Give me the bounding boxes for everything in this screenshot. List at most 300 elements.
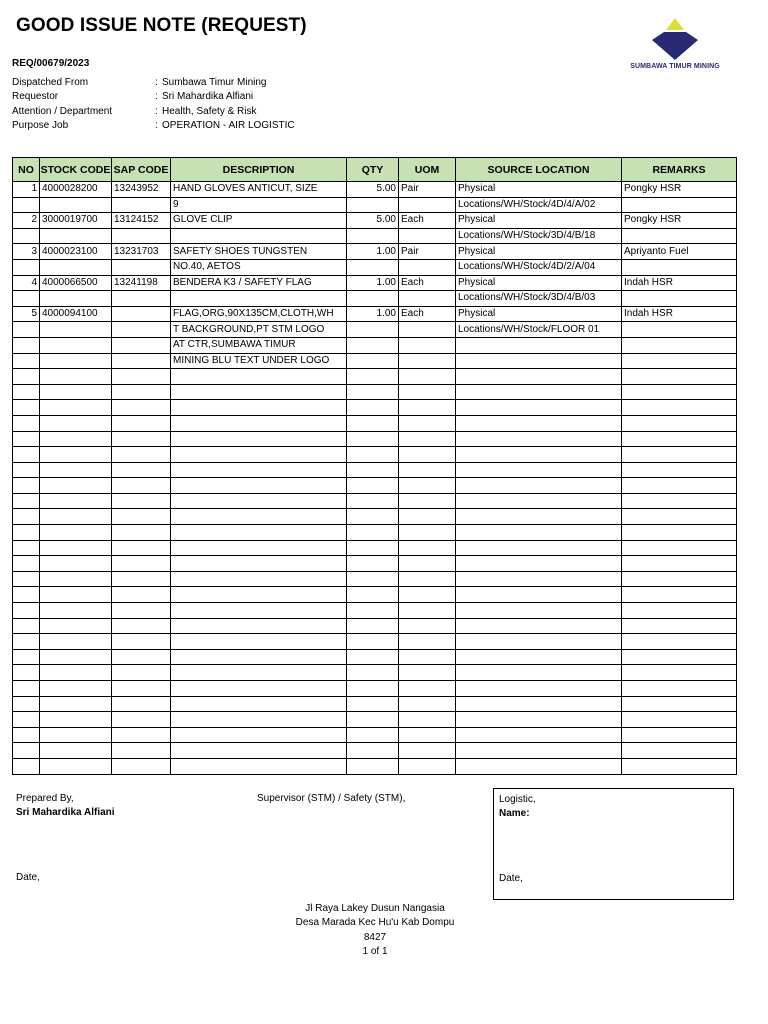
table-cell bbox=[112, 478, 171, 494]
company-logo bbox=[620, 16, 730, 76]
table-cell: 13231703 bbox=[112, 244, 171, 260]
table-cell bbox=[399, 571, 456, 587]
table-cell: Each bbox=[399, 213, 456, 229]
info-value: Sri Mahardika Alfiani bbox=[162, 91, 254, 103]
table-cell bbox=[112, 291, 171, 307]
table-cell bbox=[622, 228, 737, 244]
table-row bbox=[13, 213, 737, 229]
table-cell bbox=[347, 603, 399, 619]
table-cell bbox=[13, 337, 40, 353]
table-cell bbox=[40, 384, 112, 400]
table-cell bbox=[622, 400, 737, 416]
table-cell bbox=[347, 571, 399, 587]
table-cell bbox=[171, 415, 347, 431]
table-cell bbox=[622, 556, 737, 572]
table-cell bbox=[399, 400, 456, 416]
table-cell bbox=[40, 571, 112, 587]
table-cell bbox=[112, 322, 171, 338]
logistic-signature-box bbox=[493, 788, 734, 900]
table-cell bbox=[456, 665, 622, 681]
table-row bbox=[13, 681, 737, 697]
footer bbox=[0, 902, 768, 959]
table-cell bbox=[13, 743, 40, 759]
table-cell bbox=[40, 400, 112, 416]
table-cell bbox=[622, 493, 737, 509]
table-cell bbox=[40, 681, 112, 697]
table-cell bbox=[622, 618, 737, 634]
table-cell: BENDERA K3 / SAFETY FLAG bbox=[171, 275, 347, 291]
table-header-row bbox=[13, 158, 737, 182]
table-cell bbox=[112, 634, 171, 650]
table-cell bbox=[13, 681, 40, 697]
info-label: Requestor bbox=[12, 91, 59, 103]
column-header: STOCK CODE bbox=[40, 158, 112, 182]
table-cell: 13124152 bbox=[112, 213, 171, 229]
column-header: QTY bbox=[347, 158, 399, 182]
table-cell bbox=[622, 431, 737, 447]
table-cell bbox=[456, 447, 622, 463]
table-row bbox=[13, 415, 737, 431]
table-cell bbox=[171, 556, 347, 572]
table-cell bbox=[171, 571, 347, 587]
table-cell bbox=[13, 291, 40, 307]
table-row bbox=[13, 649, 737, 665]
table-cell bbox=[112, 618, 171, 634]
table-cell bbox=[456, 727, 622, 743]
table-cell bbox=[171, 665, 347, 681]
table-cell bbox=[112, 696, 171, 712]
table-cell bbox=[171, 525, 347, 541]
table-cell bbox=[112, 415, 171, 431]
table-row bbox=[13, 275, 737, 291]
table-cell bbox=[399, 431, 456, 447]
table-cell bbox=[399, 291, 456, 307]
table-cell bbox=[622, 712, 737, 728]
table-cell bbox=[399, 696, 456, 712]
signature-section bbox=[0, 788, 768, 900]
table-cell bbox=[13, 369, 40, 385]
table-cell bbox=[13, 259, 40, 275]
table-cell bbox=[171, 696, 347, 712]
table-cell: 2 bbox=[13, 213, 40, 229]
table-cell bbox=[112, 681, 171, 697]
prepared-by-label: Prepared By, bbox=[16, 793, 74, 804]
table-cell: GLOVE CLIP bbox=[171, 213, 347, 229]
table-row bbox=[13, 182, 737, 198]
table-cell: Locations/WH/Stock/3D/4/B/18 bbox=[456, 228, 622, 244]
table-cell bbox=[40, 337, 112, 353]
table-cell: 5.00 bbox=[347, 213, 399, 229]
table-cell bbox=[40, 369, 112, 385]
table-cell bbox=[171, 587, 347, 603]
table-cell bbox=[171, 228, 347, 244]
table-cell bbox=[399, 556, 456, 572]
table-row bbox=[13, 743, 737, 759]
table-cell bbox=[622, 369, 737, 385]
column-header: DESCRIPTION bbox=[171, 158, 347, 182]
table-cell bbox=[347, 197, 399, 213]
table-cell bbox=[399, 259, 456, 275]
table-cell: Locations/WH/Stock/FLOOR 01 bbox=[456, 322, 622, 338]
table-row bbox=[13, 384, 737, 400]
table-row bbox=[13, 603, 737, 619]
table-cell bbox=[40, 556, 112, 572]
table-cell: Pair bbox=[399, 182, 456, 198]
table-row bbox=[13, 509, 737, 525]
table-cell bbox=[347, 353, 399, 369]
table-row bbox=[13, 556, 737, 572]
address-line-2: Desa Marada Kec Hu'u Kab Dompu bbox=[295, 917, 455, 929]
table-row bbox=[13, 447, 737, 463]
table-cell bbox=[40, 727, 112, 743]
table-cell bbox=[40, 649, 112, 665]
table-cell bbox=[347, 587, 399, 603]
table-cell bbox=[456, 712, 622, 728]
table-cell bbox=[171, 649, 347, 665]
table-cell bbox=[622, 415, 737, 431]
table-cell bbox=[171, 509, 347, 525]
table-cell: 3000019700 bbox=[40, 213, 112, 229]
table-cell bbox=[13, 462, 40, 478]
prepared-date-label: Date, bbox=[16, 872, 40, 883]
table-cell bbox=[13, 649, 40, 665]
table-cell bbox=[40, 712, 112, 728]
table-row bbox=[13, 540, 737, 556]
column-header: NO bbox=[13, 158, 40, 182]
table-cell: 5.00 bbox=[347, 182, 399, 198]
table-cell bbox=[622, 665, 737, 681]
table-cell bbox=[622, 447, 737, 463]
table-cell bbox=[13, 431, 40, 447]
logistic-date-label: Date, bbox=[499, 873, 523, 884]
table-cell bbox=[399, 540, 456, 556]
table-cell bbox=[456, 431, 622, 447]
table-cell bbox=[347, 712, 399, 728]
table-cell bbox=[112, 431, 171, 447]
table-cell bbox=[399, 462, 456, 478]
table-cell: Indah HSR bbox=[622, 275, 737, 291]
table-cell bbox=[399, 743, 456, 759]
request-number: REQ/00679/2023 bbox=[12, 58, 90, 69]
table-cell bbox=[399, 353, 456, 369]
table-cell bbox=[347, 291, 399, 307]
table-row bbox=[13, 665, 737, 681]
table-cell bbox=[112, 493, 171, 509]
table-cell bbox=[399, 603, 456, 619]
table-cell bbox=[112, 665, 171, 681]
table-cell bbox=[456, 415, 622, 431]
table-cell bbox=[456, 681, 622, 697]
table-cell bbox=[347, 322, 399, 338]
table-cell bbox=[456, 649, 622, 665]
table-cell bbox=[171, 712, 347, 728]
table-cell bbox=[622, 462, 737, 478]
table-cell bbox=[13, 696, 40, 712]
table-row bbox=[13, 587, 737, 603]
table-cell bbox=[622, 540, 737, 556]
table-cell bbox=[40, 758, 112, 774]
table-cell bbox=[13, 712, 40, 728]
table-row bbox=[13, 758, 737, 774]
table-cell bbox=[347, 415, 399, 431]
info-value: OPERATION - AIR LOGISTIC bbox=[162, 119, 295, 131]
table-row bbox=[13, 525, 737, 541]
table-cell bbox=[456, 603, 622, 619]
table-cell bbox=[622, 259, 737, 275]
table-cell bbox=[399, 681, 456, 697]
info-row bbox=[12, 105, 295, 119]
table-cell: Locations/WH/Stock/4D/2/A/04 bbox=[456, 259, 622, 275]
supervisor-label: Supervisor (STM) / Safety (STM), bbox=[257, 793, 406, 804]
table-cell bbox=[40, 603, 112, 619]
table-cell bbox=[13, 634, 40, 650]
table-cell bbox=[399, 415, 456, 431]
table-cell bbox=[347, 400, 399, 416]
table-cell bbox=[456, 587, 622, 603]
table-cell bbox=[40, 447, 112, 463]
table-cell bbox=[622, 337, 737, 353]
table-cell bbox=[399, 478, 456, 494]
table-cell bbox=[622, 291, 737, 307]
table-cell bbox=[13, 353, 40, 369]
table-cell bbox=[622, 525, 737, 541]
table-cell bbox=[40, 634, 112, 650]
table-cell bbox=[40, 228, 112, 244]
table-cell bbox=[112, 727, 171, 743]
table-row bbox=[13, 462, 737, 478]
table-cell bbox=[171, 603, 347, 619]
table-cell bbox=[622, 758, 737, 774]
table-cell bbox=[347, 525, 399, 541]
table-cell bbox=[112, 556, 171, 572]
table-cell bbox=[347, 509, 399, 525]
table-cell bbox=[399, 447, 456, 463]
table-cell: 1.00 bbox=[347, 306, 399, 322]
table-cell bbox=[13, 540, 40, 556]
table-row bbox=[13, 353, 737, 369]
table-cell bbox=[456, 540, 622, 556]
table-cell bbox=[347, 758, 399, 774]
table-cell bbox=[112, 758, 171, 774]
prepared-by-name: Sri Mahardika Alfiani bbox=[16, 807, 115, 818]
table-cell bbox=[456, 369, 622, 385]
table-cell bbox=[622, 634, 737, 650]
table-cell bbox=[456, 525, 622, 541]
table-cell bbox=[347, 478, 399, 494]
table-cell bbox=[347, 228, 399, 244]
table-cell bbox=[112, 353, 171, 369]
column-header: REMARKS bbox=[622, 158, 737, 182]
table-cell bbox=[456, 618, 622, 634]
table-cell bbox=[347, 431, 399, 447]
table-cell bbox=[40, 197, 112, 213]
table-cell bbox=[40, 431, 112, 447]
table-cell bbox=[456, 571, 622, 587]
table-cell: NO.40, AETOS bbox=[171, 259, 347, 275]
table-row bbox=[13, 291, 737, 307]
table-cell bbox=[399, 493, 456, 509]
table-cell: HAND GLOVES ANTICUT, SIZE bbox=[171, 182, 347, 198]
table-cell bbox=[40, 743, 112, 759]
table-cell bbox=[622, 509, 737, 525]
table-cell bbox=[112, 306, 171, 322]
table-cell bbox=[40, 696, 112, 712]
table-cell bbox=[40, 525, 112, 541]
table-cell: Physical bbox=[456, 275, 622, 291]
table-cell bbox=[171, 369, 347, 385]
table-cell bbox=[171, 681, 347, 697]
table-row bbox=[13, 696, 737, 712]
table-cell bbox=[456, 758, 622, 774]
logo-diamond-icon bbox=[650, 16, 700, 60]
table-cell bbox=[40, 353, 112, 369]
table-cell bbox=[112, 540, 171, 556]
table-cell bbox=[13, 665, 40, 681]
table-row bbox=[13, 727, 737, 743]
table-cell bbox=[399, 384, 456, 400]
table-cell bbox=[622, 727, 737, 743]
table-row bbox=[13, 618, 737, 634]
table-cell bbox=[347, 649, 399, 665]
table-cell bbox=[399, 712, 456, 728]
table-cell bbox=[112, 603, 171, 619]
table-cell bbox=[171, 493, 347, 509]
table-cell: Locations/WH/Stock/3D/4/B/03 bbox=[456, 291, 622, 307]
table-cell bbox=[347, 259, 399, 275]
table-cell bbox=[13, 525, 40, 541]
table-cell bbox=[622, 603, 737, 619]
table-cell bbox=[622, 353, 737, 369]
table-row bbox=[13, 400, 737, 416]
table-cell: Indah HSR bbox=[622, 306, 737, 322]
table-row bbox=[13, 228, 737, 244]
table-cell bbox=[622, 571, 737, 587]
table-cell bbox=[622, 681, 737, 697]
table-cell bbox=[112, 743, 171, 759]
table-cell bbox=[171, 431, 347, 447]
table-cell bbox=[347, 493, 399, 509]
table-cell bbox=[622, 649, 737, 665]
table-cell bbox=[112, 384, 171, 400]
table-cell: T BACKGROUND,PT STM LOGO bbox=[171, 322, 347, 338]
table-cell bbox=[112, 197, 171, 213]
table-cell: 9 bbox=[171, 197, 347, 213]
info-value: Health, Safety & Risk bbox=[162, 105, 257, 117]
table-cell bbox=[171, 400, 347, 416]
table-cell bbox=[112, 337, 171, 353]
table-cell bbox=[40, 478, 112, 494]
table-cell: 4000023100 bbox=[40, 244, 112, 260]
request-info bbox=[12, 76, 295, 133]
table-cell: MINING BLU TEXT UNDER LOGO bbox=[171, 353, 347, 369]
table-cell bbox=[13, 556, 40, 572]
table-cell bbox=[112, 571, 171, 587]
table-cell bbox=[171, 478, 347, 494]
table-cell bbox=[456, 337, 622, 353]
table-cell bbox=[622, 197, 737, 213]
info-separator: : bbox=[155, 91, 158, 103]
table-cell bbox=[112, 712, 171, 728]
table-cell bbox=[622, 384, 737, 400]
table-cell bbox=[40, 259, 112, 275]
table-cell bbox=[171, 727, 347, 743]
table-cell bbox=[456, 384, 622, 400]
table-cell bbox=[399, 727, 456, 743]
table-row bbox=[13, 322, 737, 338]
table-cell bbox=[399, 649, 456, 665]
table-cell bbox=[40, 665, 112, 681]
table-cell bbox=[13, 322, 40, 338]
table-cell bbox=[13, 400, 40, 416]
table-cell bbox=[399, 634, 456, 650]
table-cell bbox=[171, 618, 347, 634]
table-cell bbox=[622, 478, 737, 494]
table-cell bbox=[40, 509, 112, 525]
table-cell bbox=[347, 447, 399, 463]
table-cell: Physical bbox=[456, 182, 622, 198]
table-cell bbox=[13, 618, 40, 634]
table-cell bbox=[40, 462, 112, 478]
table-cell bbox=[399, 758, 456, 774]
table-cell: 1 bbox=[13, 182, 40, 198]
table-cell bbox=[456, 353, 622, 369]
table-cell bbox=[40, 587, 112, 603]
info-separator: : bbox=[155, 77, 158, 88]
table-cell bbox=[112, 587, 171, 603]
table-cell: Apriyanto Fuel bbox=[622, 244, 737, 260]
table-cell bbox=[456, 478, 622, 494]
table-cell: Physical bbox=[456, 244, 622, 260]
table-cell bbox=[347, 743, 399, 759]
table-cell bbox=[622, 587, 737, 603]
table-cell: 3 bbox=[13, 244, 40, 260]
table-cell bbox=[399, 509, 456, 525]
table-cell: Each bbox=[399, 306, 456, 322]
table-cell bbox=[171, 758, 347, 774]
table-cell bbox=[13, 727, 40, 743]
table-cell bbox=[112, 462, 171, 478]
table-cell: 4 bbox=[13, 275, 40, 291]
table-cell bbox=[399, 337, 456, 353]
document-title: GOOD ISSUE NOTE (REQUEST) bbox=[16, 15, 307, 36]
table-cell bbox=[399, 228, 456, 244]
table-row bbox=[13, 197, 737, 213]
table-cell bbox=[171, 462, 347, 478]
table-cell bbox=[347, 384, 399, 400]
table-row bbox=[13, 478, 737, 494]
table-cell bbox=[456, 493, 622, 509]
table-cell bbox=[112, 259, 171, 275]
table-row bbox=[13, 244, 737, 260]
table-cell bbox=[171, 384, 347, 400]
table-cell bbox=[347, 634, 399, 650]
info-label: Dispatched From bbox=[12, 77, 89, 88]
page-number: 1 of 1 bbox=[362, 945, 388, 957]
table-cell bbox=[112, 649, 171, 665]
table-cell bbox=[399, 665, 456, 681]
table-cell bbox=[456, 743, 622, 759]
table-cell bbox=[622, 322, 737, 338]
table-cell: Pongky HSR bbox=[622, 182, 737, 198]
table-row bbox=[13, 337, 737, 353]
table-row bbox=[13, 259, 737, 275]
table-cell bbox=[347, 665, 399, 681]
table-cell bbox=[347, 462, 399, 478]
table-cell bbox=[399, 369, 456, 385]
table-cell bbox=[40, 322, 112, 338]
table-cell bbox=[13, 493, 40, 509]
table-cell bbox=[40, 493, 112, 509]
